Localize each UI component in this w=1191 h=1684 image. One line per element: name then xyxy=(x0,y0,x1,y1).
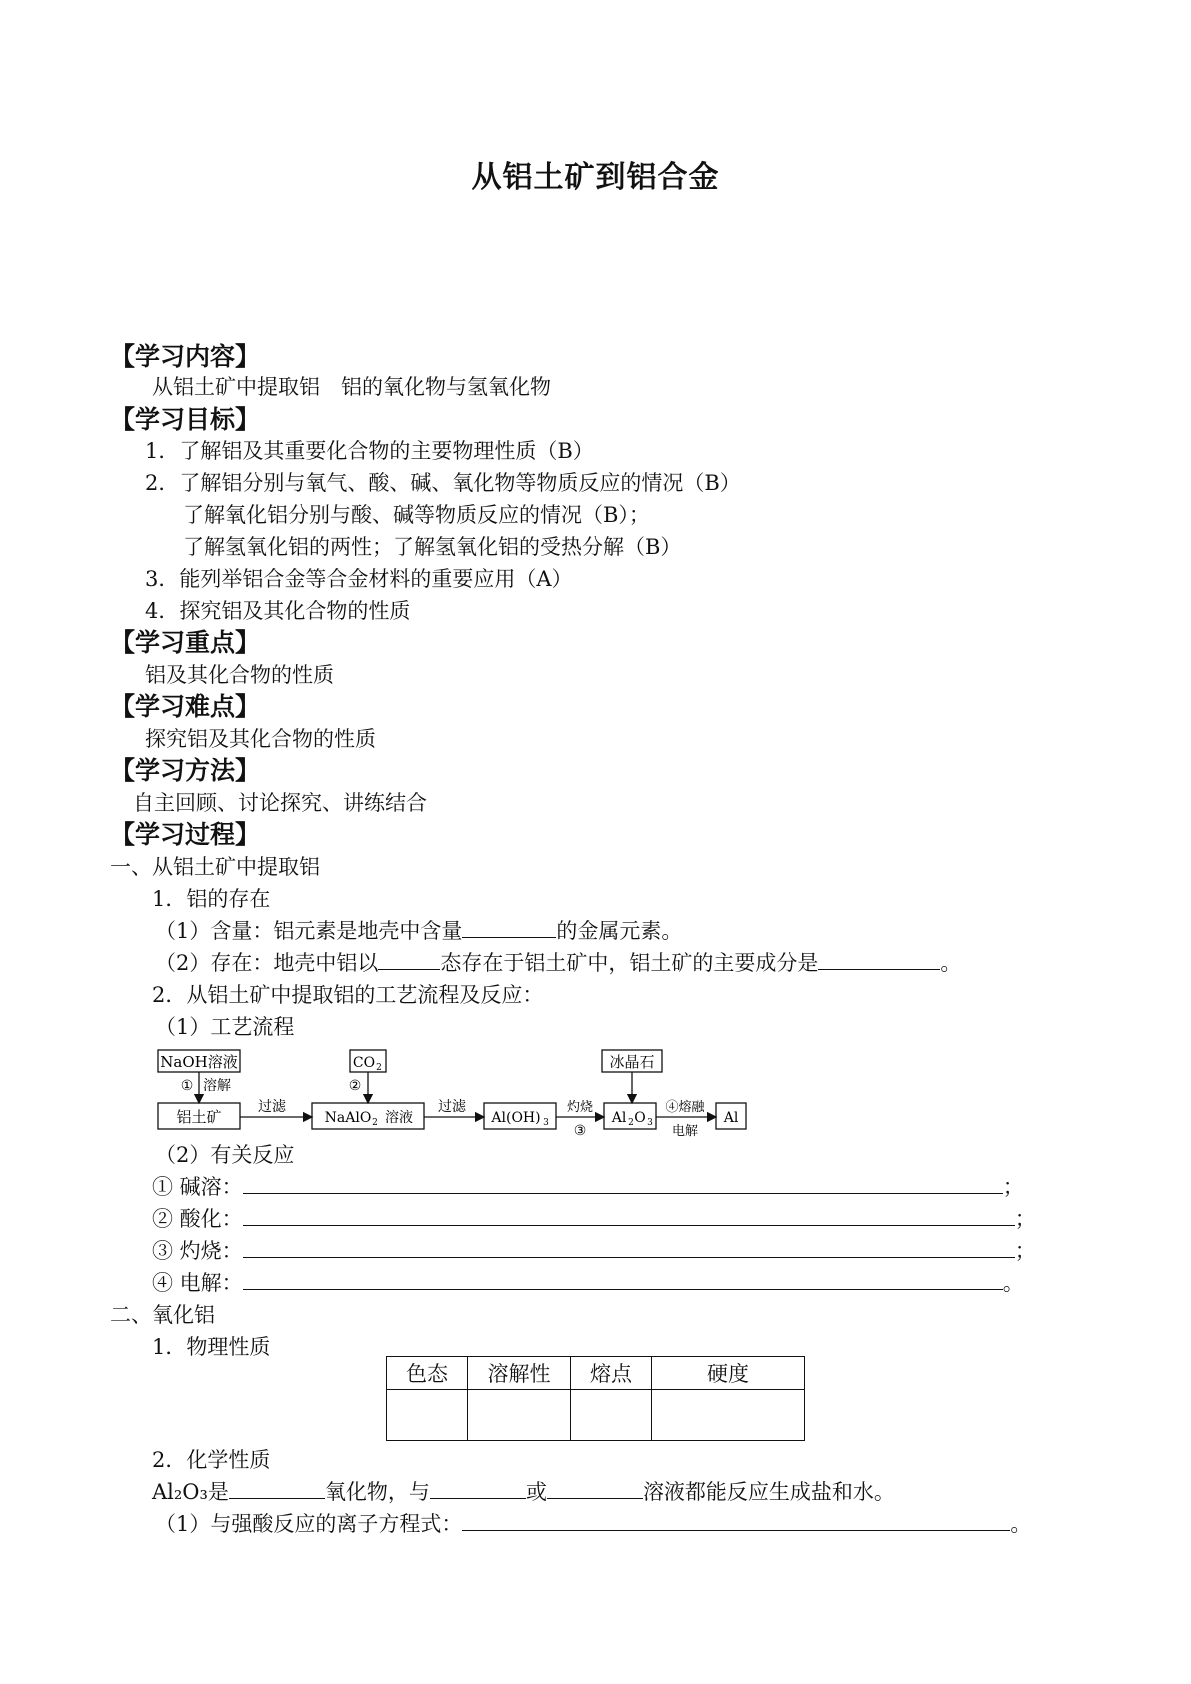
part2-sub1: 1．物理性质 xyxy=(152,1335,271,1359)
dissolve-label: 溶解 xyxy=(203,1078,231,1094)
al-label: Al xyxy=(723,1110,739,1126)
part1-heading: 一、从铝土矿中提取铝 xyxy=(110,855,320,879)
q1-blank[interactable] xyxy=(462,917,556,938)
naalo2-solution-label: 溶液 xyxy=(385,1110,413,1126)
section-heading-method: 【学习方法】 xyxy=(110,756,261,785)
section-heading-process: 【学习过程】 xyxy=(110,820,261,849)
reaction-label-2: ② 酸化： xyxy=(152,1207,243,1231)
melt-label: ④熔融 xyxy=(665,1100,705,1115)
step3-label: ③ xyxy=(573,1123,587,1139)
ore-label: 铝土矿 xyxy=(176,1108,222,1126)
aloh3-label: Al(OH) xyxy=(491,1110,541,1126)
goal-item-2c: 了解氢氧化铝的两性；了解氢氧化铝的受热分解（B） xyxy=(183,535,682,559)
q2-text-a: （2）存在：地壳中铝以 xyxy=(155,951,379,975)
goal-item-2: 2．了解铝分别与氧气、酸、碱、氧化物等物质反应的情况（B） xyxy=(145,471,741,495)
naalo2-subscript: 2 xyxy=(372,1118,378,1128)
al2o3-o-label: O xyxy=(634,1110,646,1126)
reaction-blank-2[interactable] xyxy=(243,1205,1015,1226)
acid-reaction-line xyxy=(155,1508,1031,1538)
step1-label: ① xyxy=(180,1078,194,1094)
co2-subscript: 2 xyxy=(376,1063,382,1073)
q2-text-b: 态存在于铝土矿中，铝土矿的主要成分是 xyxy=(440,951,819,975)
section-heading-goals: 【学习目标】 xyxy=(110,405,261,434)
table-header-row xyxy=(387,1357,805,1390)
reaction-row-1 xyxy=(152,1171,1024,1201)
goal-item-3: 3．能列举铝合金等合金材料的重要应用（A） xyxy=(145,567,573,591)
chem-blank-1[interactable] xyxy=(229,1478,325,1499)
reaction-label-1: ① 碱溶： xyxy=(152,1175,243,1199)
table-header-hardness: 硬度 xyxy=(652,1357,805,1390)
difficulty-text: 探究铝及其化合物的性质 xyxy=(145,727,376,751)
section-heading-difficulty: 【学习难点】 xyxy=(110,692,261,721)
reaction-end-4: 。 xyxy=(1002,1271,1024,1295)
reaction-blank-1[interactable] xyxy=(243,1173,1003,1194)
q2-line xyxy=(155,947,961,977)
part1-sub2: 2．从铝土矿中提取铝的工艺流程及反应： xyxy=(152,983,544,1007)
flow-label: （1）工艺流程 xyxy=(155,1015,295,1039)
q2-blank-2[interactable] xyxy=(818,949,940,970)
acid-end: 。 xyxy=(1010,1512,1032,1536)
q1-text-a: （1）含量：铝元素是地壳中含量 xyxy=(155,919,463,943)
filter2-label: 过滤 xyxy=(438,1099,466,1115)
al2o3-al-label: Al xyxy=(611,1110,627,1126)
chem-blank-2[interactable] xyxy=(430,1478,526,1499)
reaction-end-2: ； xyxy=(1014,1207,1036,1231)
chem-text-b: 氧化物，与 xyxy=(324,1480,430,1504)
method-text: 自主回顾、讨论探究、讲练结合 xyxy=(133,791,427,815)
part1-sub1: 1．铝的存在 xyxy=(152,887,271,911)
electrolysis-label: 电解 xyxy=(671,1124,699,1139)
goal-item-4: 4．探究铝及其化合物的性质 xyxy=(145,599,411,623)
reaction-row-4 xyxy=(152,1267,1024,1297)
chem-text-d: 溶液都能反应生成盐和水。 xyxy=(642,1480,895,1504)
reaction-end-3: ； xyxy=(1014,1239,1036,1263)
filter1-label: 过滤 xyxy=(258,1099,286,1115)
q2-text-c: 。 xyxy=(940,951,962,975)
chem-blank-3[interactable] xyxy=(547,1478,643,1499)
goal-item-1: 1．了解铝及其重要化合物的主要物理性质（B） xyxy=(145,439,594,463)
co2-label: CO xyxy=(352,1055,376,1071)
reaction-label-3: ③ 灼烧： xyxy=(152,1239,243,1263)
reaction-blank-4[interactable] xyxy=(243,1269,1003,1290)
step2-label: ② xyxy=(348,1078,362,1094)
table-header-color-state: 色态 xyxy=(387,1357,468,1390)
section-heading-content: 【学习内容】 xyxy=(110,342,261,371)
naoh-label: NaOH溶液 xyxy=(160,1053,238,1071)
goal-item-2b: 了解氧化铝分别与酸、碱等物质反应的情况（B）； xyxy=(183,503,650,527)
chem-text-a: Al₂O₃是 xyxy=(152,1480,229,1504)
content-text: 从铝土矿中提取铝 铝的氧化物与氢氧化物 xyxy=(152,375,551,399)
acid-blank[interactable] xyxy=(462,1510,1010,1531)
table-cell-hardness[interactable] xyxy=(652,1390,805,1441)
chem-property-line xyxy=(152,1476,895,1506)
q1-text-b: 的金属元素。 xyxy=(556,919,683,943)
reaction-row-3 xyxy=(152,1235,1036,1265)
key-text: 铝及其化合物的性质 xyxy=(145,663,334,687)
al2o3-subscript-2: 3 xyxy=(647,1118,653,1128)
table-cell-solubility[interactable] xyxy=(468,1390,571,1441)
aloh3-subscript: 3 xyxy=(543,1118,549,1128)
part2-heading: 二、氧化铝 xyxy=(110,1303,215,1327)
chem-text-c: 或 xyxy=(525,1480,547,1504)
process-flow-diagram xyxy=(150,1042,760,1142)
reaction-blank-3[interactable] xyxy=(243,1237,1015,1258)
q2-blank-1[interactable] xyxy=(378,949,440,970)
reactions-label: （2）有关反应 xyxy=(155,1143,295,1167)
table-cell-melting-point[interactable] xyxy=(571,1390,652,1441)
reaction-row-2 xyxy=(152,1203,1036,1233)
naalo2-label: NaAlO xyxy=(324,1110,372,1126)
q1-line xyxy=(155,915,682,945)
burn-label: 灼烧 xyxy=(566,1100,594,1115)
section-heading-key: 【学习重点】 xyxy=(110,628,261,657)
reaction-label-4: ④ 电解： xyxy=(152,1271,243,1295)
table-cell-color-state[interactable] xyxy=(387,1390,468,1441)
cryolite-label: 冰晶石 xyxy=(609,1053,655,1071)
acid-text: （1）与强酸反应的离子方程式： xyxy=(155,1512,463,1536)
table-header-melting-point: 熔点 xyxy=(571,1357,652,1390)
table-header-solubility: 溶解性 xyxy=(468,1357,571,1390)
page-title: 从铝土矿到铝合金 xyxy=(471,160,720,195)
table-answer-row xyxy=(387,1390,805,1441)
part2-sub2: 2．化学性质 xyxy=(152,1448,271,1472)
al2o3-subscript-1: 2 xyxy=(628,1118,634,1128)
physical-properties-table xyxy=(386,1356,805,1441)
reaction-end-1: ； xyxy=(1002,1175,1024,1199)
